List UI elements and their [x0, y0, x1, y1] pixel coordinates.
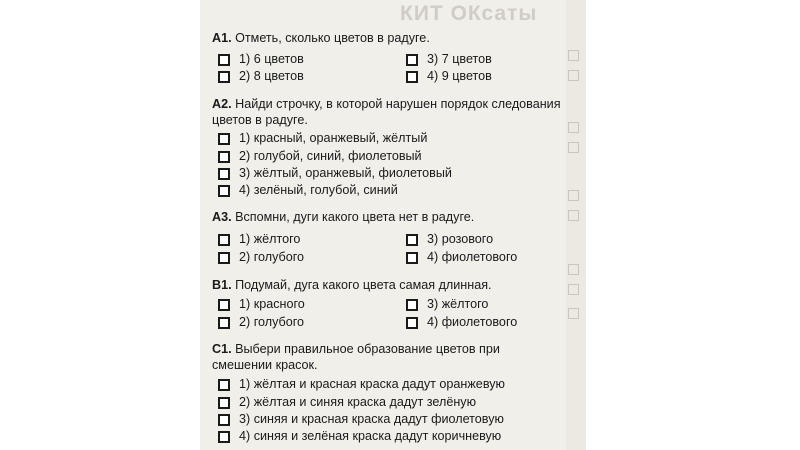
option-a2-2[interactable] — [218, 149, 422, 164]
checkbox[interactable] — [218, 414, 230, 426]
option-a3-1[interactable] — [218, 232, 300, 247]
option-b1-4[interactable] — [406, 315, 517, 330]
checkbox[interactable] — [406, 71, 418, 83]
checkbox[interactable] — [218, 397, 230, 409]
question-number: А3. — [212, 210, 232, 224]
option-label: 1) 6 цветов — [239, 52, 304, 66]
option-label: 4) фиолетового — [427, 250, 518, 264]
option-label: 4) 9 цветов — [427, 69, 492, 83]
checkbox[interactable] — [406, 234, 418, 246]
checkbox[interactable] — [406, 317, 418, 329]
option-label: 4) фиолетового — [427, 315, 518, 329]
option-a3-3[interactable] — [406, 232, 493, 247]
watermark: КИТ ОКсаты — [400, 2, 538, 25]
checkbox[interactable] — [218, 54, 230, 66]
option-a1-2[interactable] — [218, 69, 304, 84]
option-label: 1) красный, оранжевый, жёлтый — [239, 131, 428, 145]
checkbox[interactable] — [218, 185, 230, 197]
checkbox[interactable] — [406, 299, 418, 311]
question-number: С1. — [212, 342, 232, 356]
option-label: 3) синяя и красная краска дадут фиолетовую — [239, 412, 504, 426]
checkbox[interactable] — [218, 168, 230, 180]
checkbox[interactable] — [406, 252, 418, 264]
question-number: В1. — [212, 278, 232, 292]
checkbox[interactable] — [218, 299, 230, 311]
option-a3-4[interactable] — [406, 250, 517, 265]
option-b1-3[interactable] — [406, 297, 488, 312]
question-b1 — [212, 278, 562, 294]
option-label: 3) 7 цветов — [427, 52, 492, 66]
option-a2-4[interactable] — [218, 183, 398, 198]
question-number: А1. — [212, 31, 232, 45]
question-text: Вспомни, дуги какого цвета нет в радуге. — [235, 210, 475, 224]
question-a1 — [212, 31, 562, 47]
option-a1-4[interactable] — [406, 69, 492, 84]
question-text: Отметь, сколько цветов в радуге. — [235, 31, 430, 45]
option-label: 3) жёлтого — [427, 297, 489, 311]
option-c1-4[interactable] — [218, 429, 501, 444]
option-c1-1[interactable] — [218, 377, 505, 392]
option-label: 4) зелёный, голубой, синий — [239, 183, 398, 197]
option-label: 2) жёлтая и синяя краска дадут зелёную — [239, 395, 477, 409]
checkbox[interactable] — [218, 71, 230, 83]
option-label: 3) жёлтый, оранжевый, фиолетовый — [239, 166, 452, 180]
checkbox[interactable] — [218, 431, 230, 443]
checkbox[interactable] — [218, 379, 230, 391]
question-text: Найди строчку, в которой нарушен порядок следования цветов в радуге. — [212, 97, 561, 127]
option-label: 1) жёлтого — [239, 232, 301, 246]
option-c1-3[interactable] — [218, 412, 504, 427]
adjacent-page-strip — [566, 0, 586, 450]
checkbox[interactable] — [218, 317, 230, 329]
question-text: Выбери правильное образование цветов при смешении красок. — [212, 342, 500, 372]
checkbox[interactable] — [218, 133, 230, 145]
checkbox[interactable] — [218, 151, 230, 163]
checkbox[interactable] — [406, 54, 418, 66]
option-label: 3) розового — [427, 232, 494, 246]
question-c1 — [212, 342, 562, 373]
option-a1-1[interactable] — [218, 52, 304, 67]
option-b1-2[interactable] — [218, 315, 304, 330]
option-a3-2[interactable] — [218, 250, 304, 265]
question-a3 — [212, 210, 562, 226]
option-b1-1[interactable] — [218, 297, 305, 312]
option-label: 2) 8 цветов — [239, 69, 304, 83]
option-label: 2) голубой, синий, фиолетовый — [239, 149, 422, 163]
option-label: 1) жёлтая и красная краска дадут оранжевую — [239, 377, 505, 391]
option-label: 2) голубого — [239, 250, 305, 264]
option-a1-3[interactable] — [406, 52, 492, 67]
question-text: Подумай, дуга какого цвета самая длинная. — [235, 278, 492, 292]
option-label: 2) голубого — [239, 315, 305, 329]
option-a2-3[interactable] — [218, 166, 452, 181]
worksheet-page — [200, 0, 586, 450]
option-c1-2[interactable] — [218, 395, 476, 410]
checkbox[interactable] — [218, 252, 230, 264]
checkbox[interactable] — [218, 234, 230, 246]
option-a2-1[interactable] — [218, 131, 427, 146]
question-number: А2. — [212, 97, 232, 111]
question-a2 — [212, 97, 562, 128]
option-label: 4) синяя и зелёная краска дадут коричневую — [239, 429, 502, 443]
option-label: 1) красного — [239, 297, 305, 311]
